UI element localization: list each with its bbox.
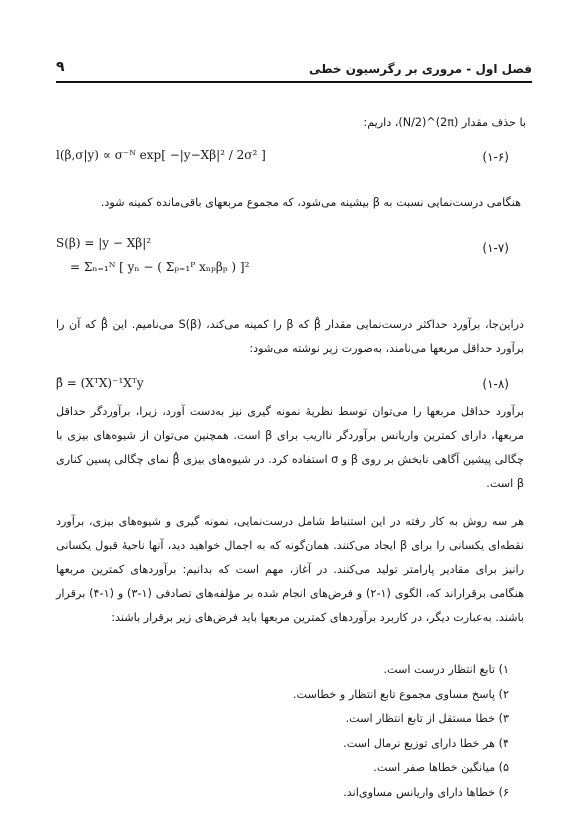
paragraph-maximization: هنگامی درست‌نمایی نسبت به β بیشینه می‌شود، که مجموع مربعهای باقی‌مانده کمینه شود. (100, 196, 521, 209)
equation-1-7-line1: S(β) = |y − Xβ|² (56, 236, 152, 250)
paragraph-estimator: برآورد حداقل مربعها را می‌توان توسط نظریهٔ نمونه گیری نیز به‌دست آورد، زیرا، برآوردگر حداقل مربعها، دارای کمترین واریانس برآوردگر نااریب برای β است. همچنین می‌توان از شیوه‌های بیزی با چگالی پیشین آگاهی نابخش بر روی β و σ استفاده کرد. در شیوه‌های بیزی β̂ نمای چگالی پسین کناری β است. (56, 405, 525, 490)
list-item: ۱) تابع انتظار درست است. (383, 663, 509, 676)
header-rule (56, 81, 532, 83)
equation-1-8: β̂ = (XᵀX)⁻¹Xᵀy (56, 376, 144, 390)
intro-line: با حذف مقدار (2π)^(N/2)، داریم: (363, 116, 526, 129)
equation-number-1-7: (۱-۷) (482, 241, 509, 255)
paragraph-assumptions: هر سه روش به کار رفته در این استنباط شامل درست‌نمایی، نمونه گیری و شیوه‌های بیزی، برآورد نقطه‌ای یکسانی را برای β ایجاد می‌کنند. همان‌گونه که به اجمال خواهید دید، آنها ناحیهٔ قبول یکسانی رانیز برای مقادیر پارامتر تولید می‌کنند. در آغاز، مهم است که بدانیم: برآوردهای کمترین مربعها هنگامی برقراراند که، الگوی (۱-۲) و فرض‌های انجام شده بر مؤلفه‌های تصادفی (۱-۳) و (۱-۴) برقرار باشند. به‌عبارت دیگر، در کاربرد برآوردهای کمترین مربعها باید فرض‌های زیر برقرار باشند: (56, 515, 524, 624)
assumptions-list (293, 658, 509, 806)
page-number: ۹ (56, 59, 65, 75)
equation-number-1-8: (۱-۸) (482, 377, 509, 391)
list-item: ۴) هر خطا دارای توزیع نرمال است. (343, 736, 509, 750)
paragraph-least-squares: دراین‌جا، برآورد حداکثر درست‌نمایی مقدار β̂ که β را کمینه می‌کند، (S(β می‌نامیم. این β̂ که آن را برآورد حداقل مربعها می‌نامند، به‌صورت زیر نوشته می‌شود: (56, 318, 525, 355)
list-item: ۶) خطاها دارای واریانس مساوی‌اند. (343, 785, 509, 799)
list-item: ۳) خطا مستقل از تابع انتظار است. (345, 712, 509, 726)
list-item: ۵) میانگین خطاها صفر است. (373, 761, 509, 775)
page-header (56, 59, 532, 82)
equation-1-6: l(β,σ|y) ∝ σ⁻ᴺ exp[ −|y−Xβ|² / 2σ² ] (56, 148, 266, 162)
equation-number-1-6: (۱-۶) (482, 150, 509, 164)
chapter-title: فصل اول - مروری بر رگرسیون خطی (309, 62, 532, 76)
equation-1-7-line2: = Σₙ₌₁ᴺ [ yₙ − ( Σₚ₌₁ᴾ xₙₚβₚ ) ]² (70, 260, 250, 274)
list-item: ۲) پاسخ مساوی مجموع تابع انتظار و خطاست. (292, 687, 509, 701)
